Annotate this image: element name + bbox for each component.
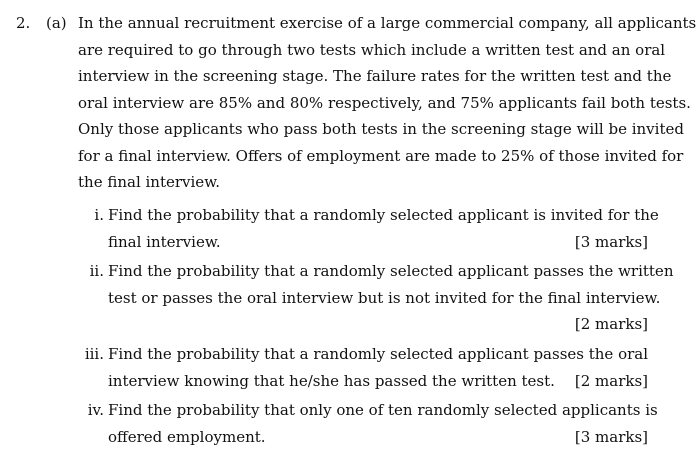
intro-line: Only those applicants who pass both tests in the screening stage will be invited	[78, 120, 684, 138]
subquestion-line: Find the probability that only one of ten randomly selected applicants is	[108, 401, 658, 419]
subquestion-line: Find the probability that a randomly selected applicant passes the written	[108, 262, 674, 280]
subquestion-body	[108, 202, 659, 255]
intro-line: are required to go through two tests which include a written test and an oral	[78, 40, 666, 59]
subquestion-line: test or passes the oral interview but is not invited for the final interview.	[108, 288, 661, 307]
intro-line: for a final interview. Offers of employment are made to 25% of those invited for	[78, 146, 684, 165]
intro-line: the final interview.	[78, 173, 221, 191]
subquestion-line: Find the probability that a randomly selected applicant passes the oral	[108, 345, 649, 363]
part-label: (a)	[46, 14, 67, 32]
subquestion-body	[108, 258, 674, 338]
subquestion-label: i.	[94, 206, 104, 224]
subquestion-label: ii.	[89, 262, 104, 280]
subquestion-line: final interview.	[108, 232, 221, 251]
subquestion-label: iii.	[84, 345, 104, 363]
marks-label: [3 marks]	[574, 427, 648, 446]
subquestion-line: offered employment.	[108, 427, 266, 446]
question-intro	[78, 10, 697, 196]
subquestion-line: Find the probability that a randomly selected applicant is invited for the	[108, 206, 659, 224]
question-number: 2.	[16, 14, 31, 32]
subquestion-body	[108, 397, 658, 450]
intro-line: interview in the screening stage. The failure rates for the written test and the	[78, 67, 672, 85]
subquestion-label: iv.	[87, 401, 104, 419]
marks-label: [2 marks]	[574, 315, 648, 333]
marks-label: [2 marks]	[574, 371, 648, 390]
marks-label: [3 marks]	[574, 232, 648, 251]
subquestion-body	[108, 341, 648, 394]
intro-line: oral interview are 85% and 80% respectively, and 75% applicants fail both tests.	[78, 93, 691, 112]
intro-line: In the annual recruitment exercise of a large commercial company, all applicants	[78, 14, 697, 32]
subquestion-line: interview knowing that he/she has passed the written test.	[108, 371, 555, 390]
